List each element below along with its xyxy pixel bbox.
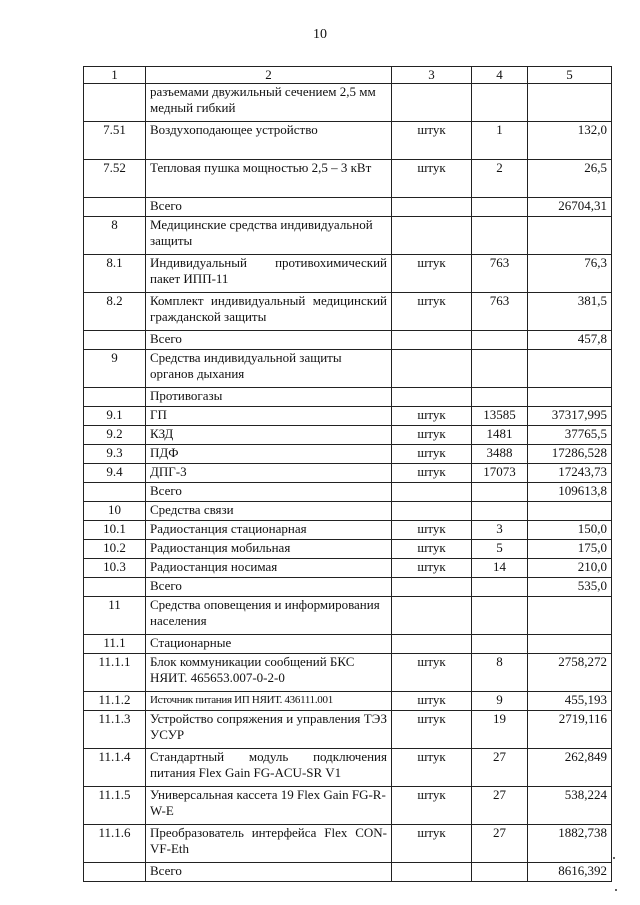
- value-cell: 1882,738: [528, 825, 612, 863]
- value-cell: [528, 502, 612, 521]
- quantity-cell: [472, 388, 528, 407]
- table-row: [84, 407, 612, 426]
- quantity-cell: 13585: [472, 407, 528, 426]
- quantity-cell: 1: [472, 122, 528, 160]
- header-cell-2: 2: [146, 67, 392, 84]
- unit-cell: штук: [392, 445, 472, 464]
- value-cell: 37765,5: [528, 426, 612, 445]
- row-number-cell: [84, 578, 146, 597]
- unit-cell: [392, 597, 472, 635]
- row-number-cell: [84, 863, 146, 882]
- item-name-cell: Средства связи: [146, 502, 392, 521]
- unit-cell: штук: [392, 293, 472, 331]
- item-name-cell: КЗД: [146, 426, 392, 445]
- table-row: [84, 483, 612, 502]
- table-row: [84, 521, 612, 540]
- quantity-cell: 27: [472, 825, 528, 863]
- value-cell: 37317,995: [528, 407, 612, 426]
- unit-cell: [392, 331, 472, 350]
- row-number-cell: 11.1.2: [84, 692, 146, 711]
- item-name-cell: Радиостанция стационарная: [146, 521, 392, 540]
- table-row: [84, 711, 612, 749]
- row-number-cell: 10.3: [84, 559, 146, 578]
- value-cell: 8616,392: [528, 863, 612, 882]
- item-name-cell: Всего: [146, 198, 392, 217]
- row-number-cell: 11.1.1: [84, 654, 146, 692]
- item-name-cell: ПДФ: [146, 445, 392, 464]
- unit-cell: [392, 635, 472, 654]
- row-number-cell: 9.4: [84, 464, 146, 483]
- item-name-cell: Универсальная кассета 19 Flex Gain FG-R-W-E: [146, 787, 392, 825]
- value-cell: 17286,528: [528, 445, 612, 464]
- value-cell: [528, 84, 612, 122]
- row-number-cell: 9.1: [84, 407, 146, 426]
- unit-cell: штук: [392, 122, 472, 160]
- value-cell: 109613,8: [528, 483, 612, 502]
- item-name-cell: Устройство сопряжения и управления ТЭЗ УСУР: [146, 711, 392, 749]
- equipment-table: [83, 66, 612, 882]
- item-name-cell: ГП: [146, 407, 392, 426]
- value-cell: 538,224: [528, 787, 612, 825]
- row-number-cell: 11: [84, 597, 146, 635]
- table-row: [84, 350, 612, 388]
- table-row: [84, 198, 612, 217]
- unit-cell: [392, 388, 472, 407]
- row-number-cell: 10: [84, 502, 146, 521]
- value-cell: [528, 350, 612, 388]
- table-row: [84, 388, 612, 407]
- value-cell: 132,0: [528, 122, 612, 160]
- unit-cell: [392, 863, 472, 882]
- quantity-cell: 8: [472, 654, 528, 692]
- quantity-cell: 3: [472, 521, 528, 540]
- row-number-cell: 11.1.3: [84, 711, 146, 749]
- table-row: [84, 84, 612, 122]
- unit-cell: [392, 217, 472, 255]
- quantity-cell: [472, 578, 528, 597]
- table-header-row: [84, 67, 612, 84]
- unit-cell: штук: [392, 692, 472, 711]
- row-number-cell: 11.1.6: [84, 825, 146, 863]
- item-name-cell: Средства оповещения и информирования населения: [146, 597, 392, 635]
- table-row: [84, 635, 612, 654]
- page-number: 10: [313, 27, 327, 42]
- header-cell-5: 5: [528, 67, 612, 84]
- value-cell: [528, 635, 612, 654]
- quantity-cell: [472, 597, 528, 635]
- value-cell: 457,8: [528, 331, 612, 350]
- value-cell: [528, 597, 612, 635]
- quantity-cell: [472, 502, 528, 521]
- table-row: [84, 160, 612, 198]
- table-row: [84, 502, 612, 521]
- row-number-cell: [84, 198, 146, 217]
- value-cell: 262,849: [528, 749, 612, 787]
- unit-cell: штук: [392, 825, 472, 863]
- item-name-cell: Блок коммуникации сообщений БКС НЯИТ. 465653.007-0-2-0: [146, 654, 392, 692]
- item-name-cell: Источник питания ИП НЯИТ. 436111.001: [146, 692, 392, 711]
- table-row: [84, 255, 612, 293]
- unit-cell: штук: [392, 160, 472, 198]
- header-cell-3: 3: [392, 67, 472, 84]
- row-number-cell: [84, 331, 146, 350]
- table-row: [84, 445, 612, 464]
- table-row: [84, 331, 612, 350]
- table-row: [84, 578, 612, 597]
- item-name-cell: Стационарные: [146, 635, 392, 654]
- table-row: [84, 122, 612, 160]
- row-number-cell: [84, 84, 146, 122]
- quantity-cell: 27: [472, 787, 528, 825]
- row-number-cell: 8.2: [84, 293, 146, 331]
- quantity-cell: [472, 863, 528, 882]
- table-row: [84, 787, 612, 825]
- quantity-cell: 763: [472, 293, 528, 331]
- value-cell: 175,0: [528, 540, 612, 559]
- scan-speck: [613, 857, 615, 859]
- item-name-cell: Индивидуальный противохимический пакет ИПП-11: [146, 255, 392, 293]
- table-row: [84, 540, 612, 559]
- row-number-cell: 8.1: [84, 255, 146, 293]
- value-cell: 150,0: [528, 521, 612, 540]
- quantity-cell: 14: [472, 559, 528, 578]
- value-cell: 17243,73: [528, 464, 612, 483]
- table-row: [84, 464, 612, 483]
- scan-speck: [615, 889, 617, 891]
- unit-cell: штук: [392, 426, 472, 445]
- value-cell: 535,0: [528, 578, 612, 597]
- item-name-cell: ДПГ-3: [146, 464, 392, 483]
- quantity-cell: 763: [472, 255, 528, 293]
- quantity-cell: 2: [472, 160, 528, 198]
- value-cell: 210,0: [528, 559, 612, 578]
- quantity-cell: [472, 217, 528, 255]
- quantity-cell: [472, 483, 528, 502]
- value-cell: 26704,31: [528, 198, 612, 217]
- row-number-cell: [84, 483, 146, 502]
- row-number-cell: 7.52: [84, 160, 146, 198]
- row-number-cell: 8: [84, 217, 146, 255]
- unit-cell: штук: [392, 521, 472, 540]
- table-row: [84, 217, 612, 255]
- item-name-cell: Преобразователь интерфейса Flex CON-VF-Eth: [146, 825, 392, 863]
- unit-cell: [392, 198, 472, 217]
- quantity-cell: 1481: [472, 426, 528, 445]
- unit-cell: [392, 483, 472, 502]
- row-number-cell: 11.1.4: [84, 749, 146, 787]
- value-cell: 2758,272: [528, 654, 612, 692]
- unit-cell: штук: [392, 711, 472, 749]
- table-row: [84, 597, 612, 635]
- item-name-cell: Тепловая пушка мощностью 2,5 – 3 кВт: [146, 160, 392, 198]
- quantity-cell: [472, 350, 528, 388]
- header-cell-4: 4: [472, 67, 528, 84]
- item-name-cell: Противогазы: [146, 388, 392, 407]
- item-name-cell: Радиостанция мобильная: [146, 540, 392, 559]
- unit-cell: штук: [392, 464, 472, 483]
- header-cell-1: 1: [84, 67, 146, 84]
- quantity-cell: [472, 84, 528, 122]
- value-cell: 26,5: [528, 160, 612, 198]
- value-cell: [528, 388, 612, 407]
- quantity-cell: 27: [472, 749, 528, 787]
- item-name-cell: Всего: [146, 483, 392, 502]
- row-number-cell: [84, 388, 146, 407]
- value-cell: 455,193: [528, 692, 612, 711]
- item-name-cell: Средства индивидуальной защиты органов дыхания: [146, 350, 392, 388]
- unit-cell: [392, 84, 472, 122]
- item-name-cell: Всего: [146, 863, 392, 882]
- quantity-cell: [472, 331, 528, 350]
- row-number-cell: 9: [84, 350, 146, 388]
- table-row: [84, 426, 612, 445]
- table-row: [84, 559, 612, 578]
- unit-cell: [392, 350, 472, 388]
- item-name-cell: Медицинские средства индивидуальной защиты: [146, 217, 392, 255]
- row-number-cell: 10.2: [84, 540, 146, 559]
- row-number-cell: 11.1: [84, 635, 146, 654]
- quantity-cell: 5: [472, 540, 528, 559]
- item-name-cell: Воздухоподающее устройство: [146, 122, 392, 160]
- unit-cell: [392, 578, 472, 597]
- quantity-cell: [472, 635, 528, 654]
- unit-cell: штук: [392, 787, 472, 825]
- unit-cell: штук: [392, 407, 472, 426]
- row-number-cell: 10.1: [84, 521, 146, 540]
- item-name-cell: Радиостанция носимая: [146, 559, 392, 578]
- quantity-cell: [472, 198, 528, 217]
- table-row: [84, 749, 612, 787]
- table-row: [84, 293, 612, 331]
- table-row: [84, 825, 612, 863]
- row-number-cell: 9.3: [84, 445, 146, 464]
- value-cell: 76,3: [528, 255, 612, 293]
- item-name-cell: разъемами двужильный сечением 2,5 мм медный гибкий: [146, 84, 392, 122]
- value-cell: 381,5: [528, 293, 612, 331]
- quantity-cell: 17073: [472, 464, 528, 483]
- row-number-cell: 7.51: [84, 122, 146, 160]
- table-row: [84, 692, 612, 711]
- unit-cell: штук: [392, 559, 472, 578]
- value-cell: 2719,116: [528, 711, 612, 749]
- quantity-cell: 3488: [472, 445, 528, 464]
- unit-cell: штук: [392, 540, 472, 559]
- item-name-cell: Стандартный модуль подключения питания Flex Gain FG-ACU-SR V1: [146, 749, 392, 787]
- table-row: [84, 863, 612, 882]
- unit-cell: штук: [392, 654, 472, 692]
- table-row: [84, 654, 612, 692]
- quantity-cell: 19: [472, 711, 528, 749]
- item-name-cell: Всего: [146, 578, 392, 597]
- unit-cell: штук: [392, 255, 472, 293]
- unit-cell: [392, 502, 472, 521]
- item-name-cell: Комплект индивидуальный медицинский гражданской защиты: [146, 293, 392, 331]
- row-number-cell: 11.1.5: [84, 787, 146, 825]
- unit-cell: штук: [392, 749, 472, 787]
- value-cell: [528, 217, 612, 255]
- quantity-cell: 9: [472, 692, 528, 711]
- row-number-cell: 9.2: [84, 426, 146, 445]
- item-name-cell: Всего: [146, 331, 392, 350]
